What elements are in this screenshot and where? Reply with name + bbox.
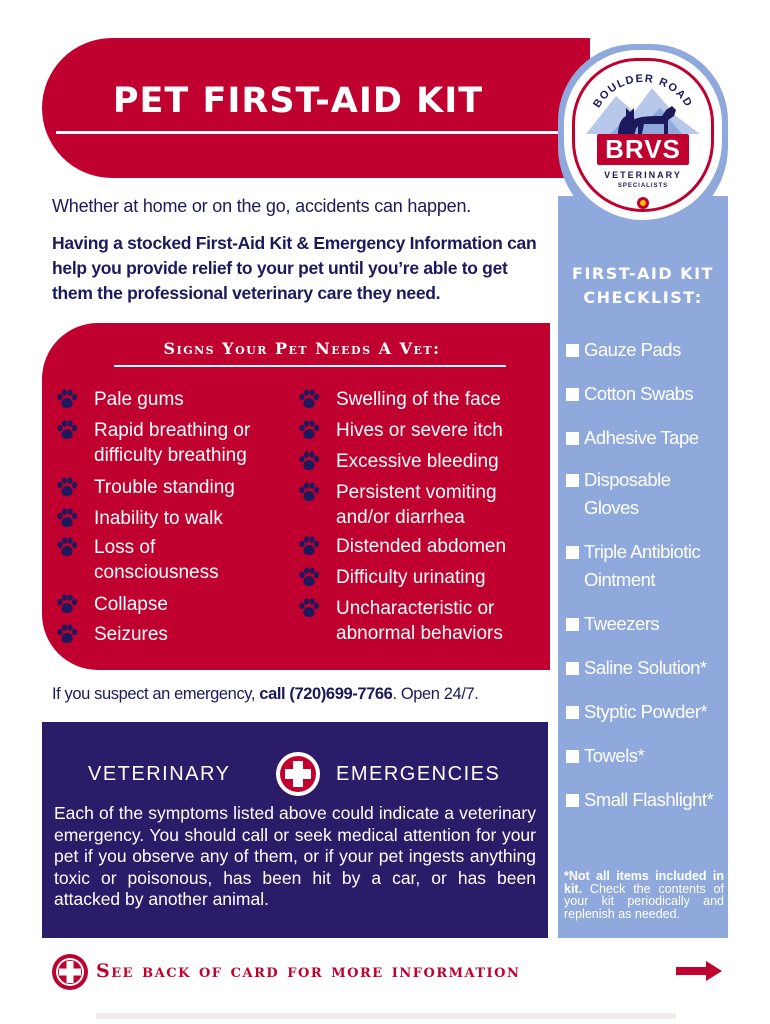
checklist-item-label: Styptic Powder* — [584, 701, 708, 722]
sign-label: Hives or severe itch — [336, 420, 503, 441]
page-title: PET FIRST-AID KIT — [112, 81, 484, 121]
sign-item — [298, 596, 538, 646]
sign-item — [298, 565, 538, 590]
vet-title-left: VETERINARY — [88, 763, 231, 785]
sign-item — [56, 535, 296, 585]
checklist-item — [566, 698, 726, 726]
checklist-item-label: Disposable Gloves — [584, 469, 671, 518]
emergency-phone-link[interactable]: call (720)699-7766 — [259, 685, 393, 703]
sign-label: Pale gums — [94, 389, 184, 410]
sign-item — [56, 387, 296, 412]
sign-item — [298, 480, 538, 530]
checklist-item — [566, 742, 726, 770]
sign-item — [56, 506, 296, 531]
paw-icon — [56, 389, 78, 409]
logo-line1: VETERINARY — [604, 170, 682, 180]
vet-emergencies-panel — [42, 722, 548, 938]
checklist-item — [566, 610, 726, 638]
paw-icon — [298, 598, 320, 618]
emergency-call-line — [52, 685, 552, 704]
sign-item — [56, 475, 296, 500]
checklist-title-line2: CHECKLIST: — [583, 288, 703, 307]
checklist-item — [566, 466, 726, 522]
paw-icon — [56, 624, 78, 644]
sign-label: Loss of consciousness — [94, 537, 219, 583]
checklist-item-label: Adhesive Tape — [584, 427, 699, 448]
sign-label: Inability to walk — [94, 508, 223, 529]
signs-heading: Signs Your Pet Needs A Vet: — [163, 339, 441, 358]
sign-label: Collapse — [94, 594, 168, 615]
paw-icon — [298, 536, 320, 556]
sign-label: Swelling of the face — [336, 389, 501, 410]
checkbox-icon — [566, 388, 579, 401]
sign-item — [298, 418, 538, 443]
paw-icon — [298, 451, 320, 471]
colorado-flag-center — [640, 200, 646, 206]
checklist-item-label: Small Flashlight* — [584, 789, 714, 810]
footer-cross-icon — [52, 954, 88, 990]
vet-title-right: EMERGENCIES — [336, 763, 501, 785]
arrow-right-icon — [676, 961, 722, 981]
checklist-item-label: Towels* — [584, 745, 645, 766]
checklist-item — [566, 786, 726, 814]
checklist-note-bold: *Not all items included in kit. — [564, 869, 724, 896]
checkbox-icon — [566, 794, 579, 807]
sign-label: Persistent vomiting and/or diarrhea — [336, 482, 497, 528]
paw-icon — [56, 537, 78, 557]
sign-label: Difficulty urinating — [336, 567, 486, 588]
sign-item — [298, 449, 538, 474]
checkbox-icon — [566, 706, 579, 719]
checklist-title-line1: FIRST-AID KIT — [572, 264, 714, 283]
signs-underline — [114, 365, 506, 367]
brvs-logo — [564, 50, 722, 220]
checklist-note — [564, 870, 724, 920]
sign-item — [298, 534, 538, 559]
paw-icon — [56, 594, 78, 614]
checklist-note-rest: Check the contents of your kit periodically and replenish as needed. — [564, 881, 724, 921]
sign-item — [56, 622, 296, 647]
sign-item — [56, 418, 296, 468]
sign-label: Trouble standing — [94, 477, 235, 498]
paw-icon — [56, 477, 78, 497]
medical-cross-icon — [275, 751, 321, 797]
sign-label: Rapid breathing or difficulty breathing — [94, 420, 251, 466]
checklist-item — [566, 424, 726, 452]
vet-body-text: Each of the symptoms listed above could indicate a veterinary emergency. You should call or seek medical attention for your pet if you observe any of them, or if your pet ingests anything toxic or poisonous, has been hit by a car, or has been attacked by another animal. — [54, 803, 536, 909]
signs-panel — [42, 323, 550, 670]
logo-brand-text: BRVS — [597, 134, 689, 165]
paw-icon — [298, 567, 320, 587]
checklist-item — [566, 336, 726, 364]
footer-text: See back of card for more information — [96, 960, 521, 982]
logo-brand — [564, 134, 722, 165]
checklist-item-label: Triple Antibiotic Ointment — [584, 541, 701, 590]
checklist-item — [566, 538, 726, 594]
checklist-item-label: Cotton Swabs — [584, 383, 694, 404]
checkbox-icon — [566, 750, 579, 763]
sign-label: Excessive bleeding — [336, 451, 499, 472]
paw-icon — [298, 389, 320, 409]
sign-label: Seizures — [94, 624, 168, 645]
checkbox-icon — [566, 662, 579, 675]
checklist-item-label: Gauze Pads — [584, 339, 681, 360]
intro-line: Whether at home or on the go, accidents can happen. — [52, 196, 472, 216]
checklist-title — [558, 262, 728, 310]
footer-bar — [96, 1013, 676, 1019]
checkbox-icon — [566, 618, 579, 631]
checkbox-icon — [566, 546, 579, 559]
checkbox-icon — [566, 432, 579, 445]
paw-icon — [56, 420, 78, 440]
checklist-sidebar — [558, 196, 728, 938]
checklist-item-label: Tweezers — [584, 613, 660, 634]
paw-icon — [298, 482, 320, 502]
checklist-item — [566, 654, 726, 682]
logo-arc-text: BOULDER ROAD — [591, 72, 695, 110]
paw-icon — [56, 508, 78, 528]
sign-item — [298, 387, 538, 412]
title-banner — [42, 38, 590, 178]
sign-label: Uncharacteristic or abnormal behaviors — [336, 598, 503, 644]
paw-icon — [298, 420, 320, 440]
sign-item — [56, 592, 296, 617]
checkbox-icon — [566, 344, 579, 357]
title-underline — [56, 131, 574, 134]
logo-line2: SPECIALISTS — [617, 183, 669, 189]
sign-label: Distended abdomen — [336, 536, 507, 557]
checkbox-icon — [566, 474, 579, 487]
emergency-prefix: If you suspect an emergency, — [52, 685, 260, 703]
intro-paragraph: Having a stocked First-Aid Kit & Emergency Information can help you provide relief to your pet until you’re able to get them the professional veterinary care they need. — [52, 233, 537, 303]
checklist-item — [566, 380, 726, 408]
checklist-item-label: Saline Solution* — [584, 657, 707, 678]
emergency-suffix: . Open 24/7. — [392, 685, 479, 703]
